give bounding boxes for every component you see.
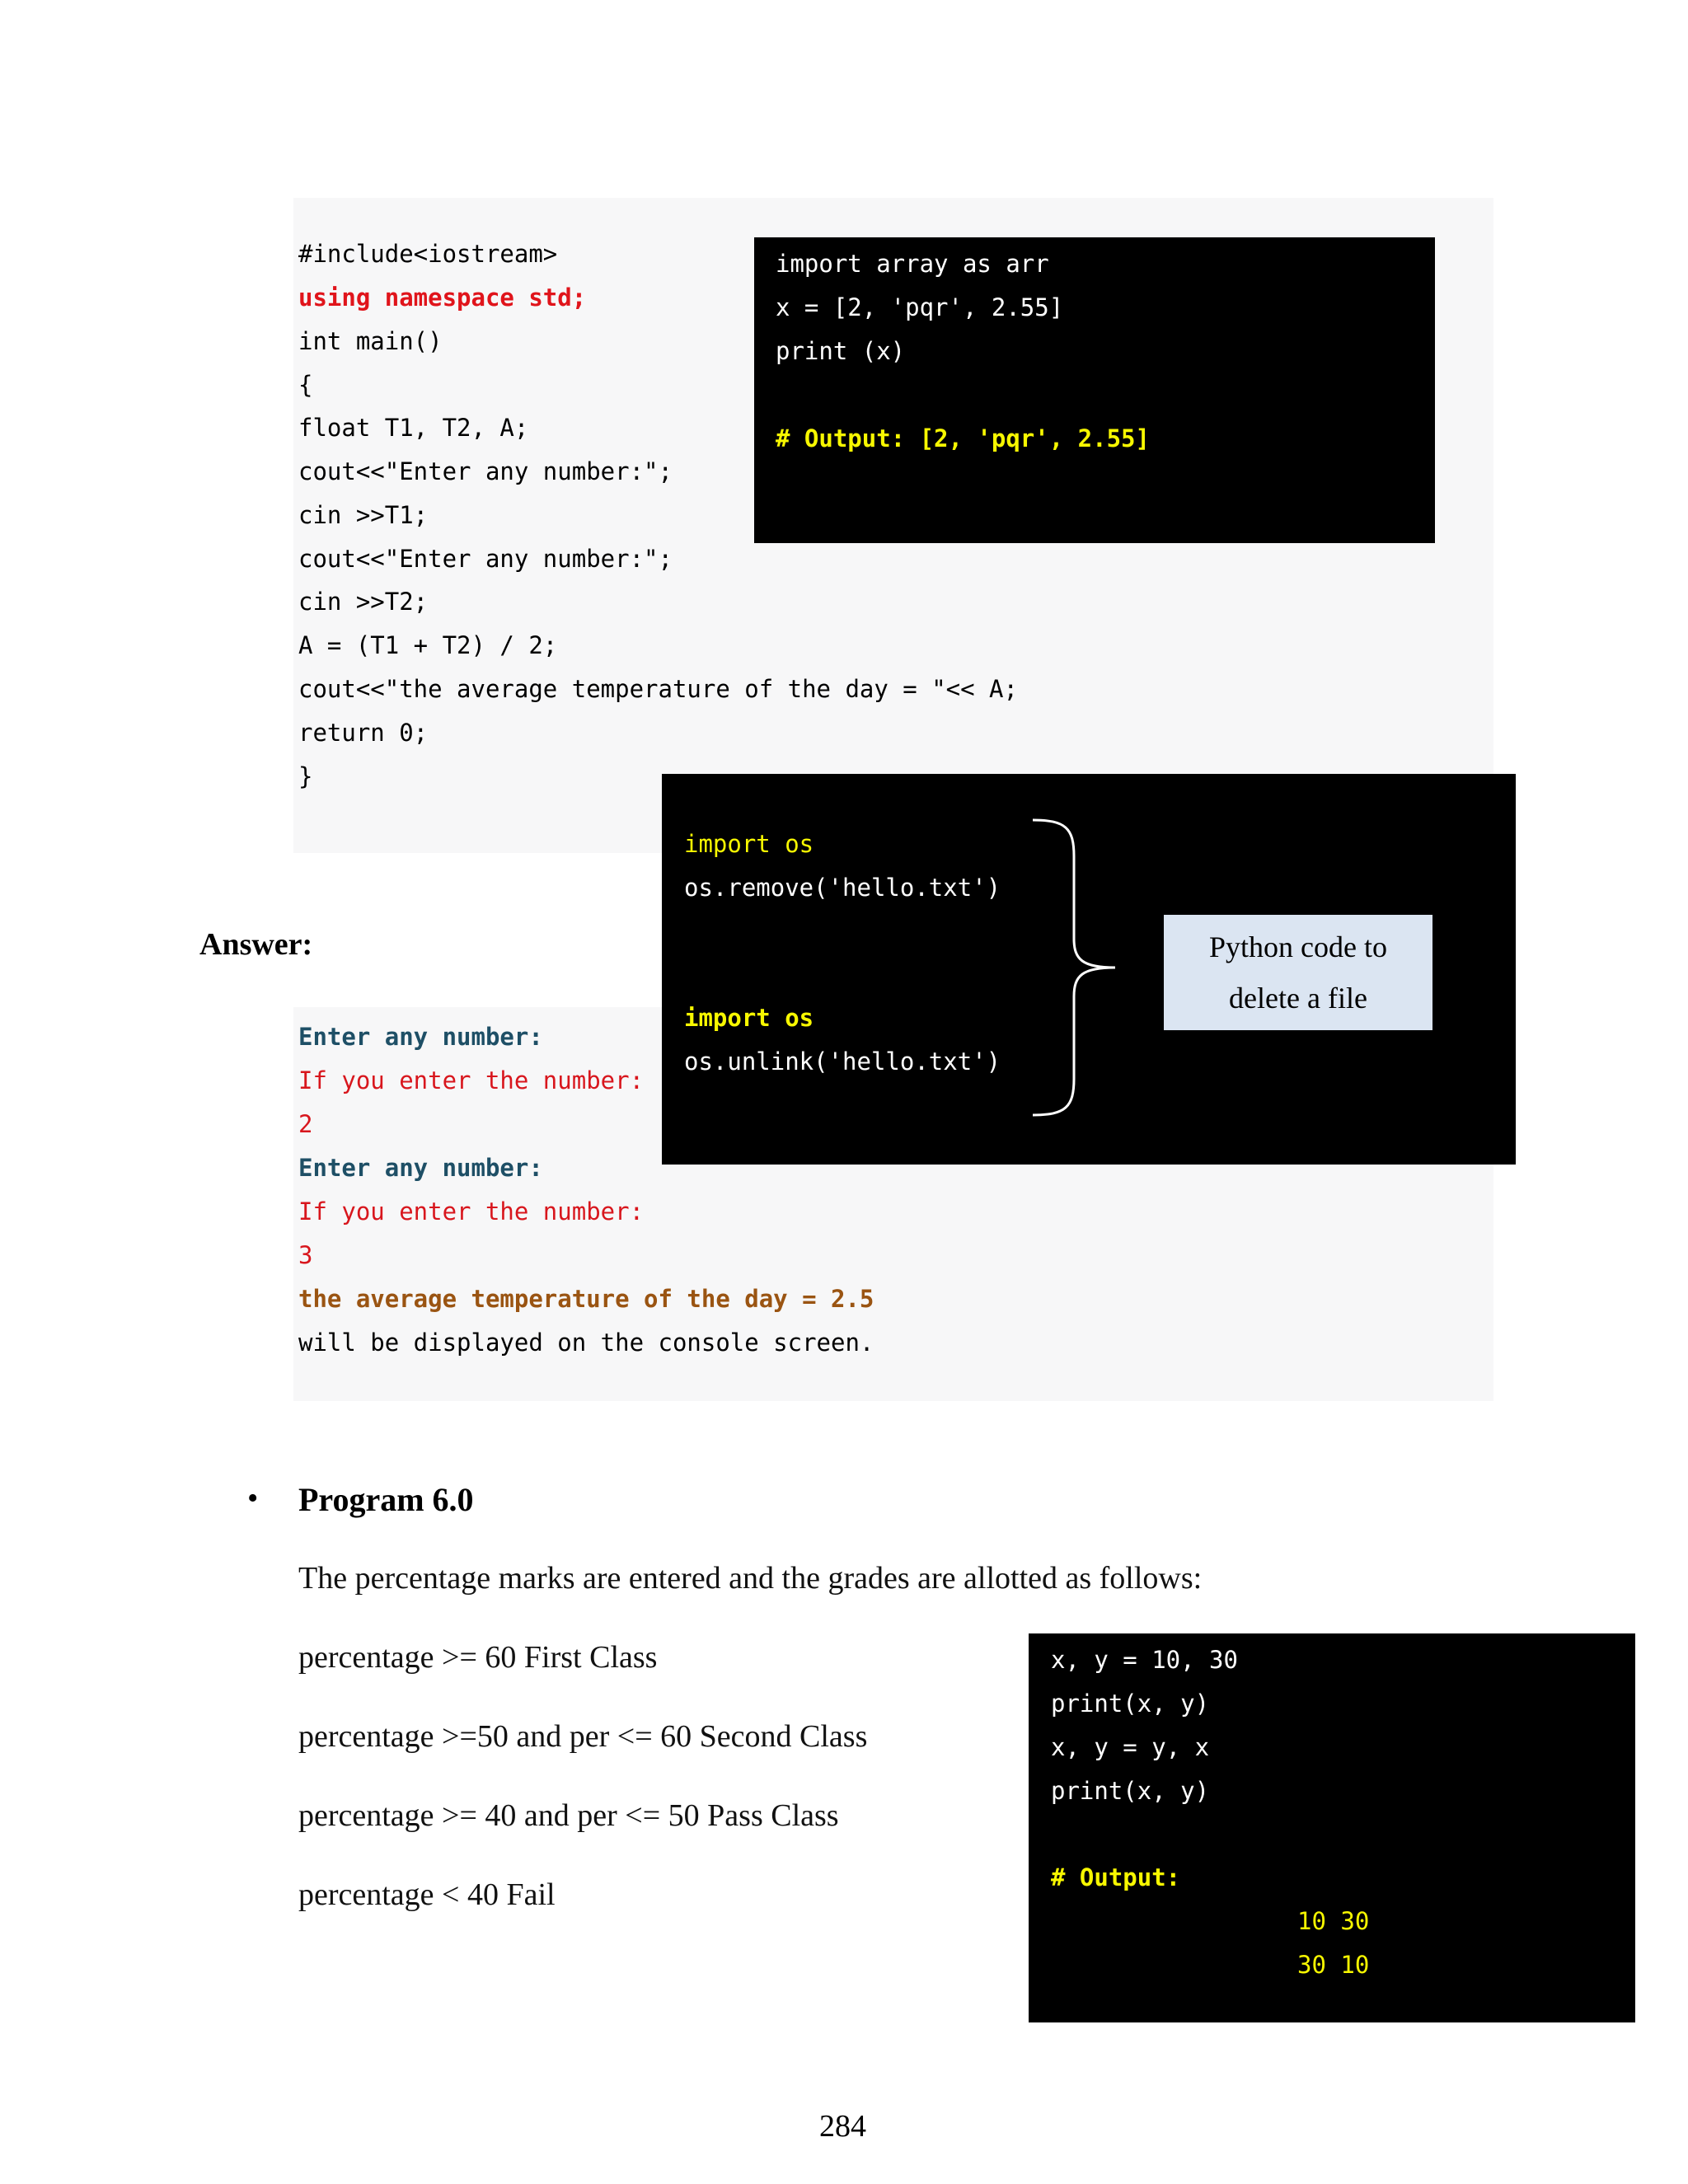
cpp-line: } [298, 762, 313, 790]
python-line: x = [2, 'pqr', 2.55] [776, 293, 1064, 321]
cpp-line: #include<iostream> [298, 240, 558, 268]
answer-line: the average temperature of the day = 2.5 [298, 1285, 874, 1313]
python-line: os.unlink('hello.txt') [684, 1047, 1001, 1076]
cpp-line: cin >>T2; [298, 588, 429, 616]
python-output-comment: # Output: [1051, 1863, 1181, 1891]
label-line: delete a file [1229, 982, 1367, 1015]
cpp-line: A = (T1 + T2) / 2; [298, 631, 558, 659]
python-line: os.remove('hello.txt') [684, 874, 1001, 902]
python-line: import os [684, 830, 814, 858]
python-line: x, y = 10, 30 [1051, 1646, 1238, 1674]
cpp-line: cin >>T1; [298, 501, 429, 529]
python-array-code-box [754, 237, 1435, 543]
cpp-line: float T1, T2, A; [298, 414, 529, 442]
page-number: 284 [819, 2109, 866, 2144]
cpp-line: { [298, 371, 313, 399]
cpp-line: return 0; [298, 719, 429, 747]
program-title: Program 6.0 [298, 1481, 474, 1518]
python-swap-code-box [1029, 1633, 1635, 2022]
python-line: import os [684, 1004, 814, 1032]
grade-rule: percentage >=50 and per <= 60 Second Class [298, 1719, 868, 1754]
grade-rule: percentage < 40 Fail [298, 1877, 556, 1912]
answer-line: Enter any number: [298, 1023, 543, 1051]
answer-line: will be displayed on the console screen. [298, 1329, 874, 1357]
grade-rule: percentage >= 40 and per <= 50 Pass Class [298, 1798, 839, 1833]
cpp-line: using namespace std; [298, 284, 587, 312]
cpp-line: cout<<"Enter any number:"; [298, 545, 673, 573]
python-line: print(x, y) [1051, 1777, 1210, 1805]
grade-rule: percentage >= 60 First Class [298, 1640, 658, 1675]
python-output-line: 10 30 [1297, 1907, 1370, 1935]
answer-line: 3 [298, 1241, 313, 1269]
bullet-icon: • [247, 1481, 259, 1516]
answer-line: If you enter the number: [298, 1066, 645, 1094]
answer-line: 2 [298, 1110, 313, 1138]
python-output-line: 30 10 [1297, 1951, 1370, 1979]
python-line: print(x, y) [1051, 1690, 1210, 1718]
answer-line: If you enter the number: [298, 1197, 645, 1226]
cpp-line: cout<<"Enter any number:"; [298, 457, 673, 485]
label-line: Python code to [1209, 930, 1387, 963]
answer-line: Enter any number: [298, 1154, 543, 1182]
cpp-line: int main() [298, 327, 443, 355]
python-output-comment: # Output: [2, 'pqr', 2.55] [776, 424, 1150, 452]
python-line: import array as arr [776, 250, 1049, 278]
curly-brace-icon [1025, 815, 1140, 1128]
python-line: print (x) [776, 337, 906, 365]
answer-heading: Answer: [199, 927, 313, 962]
program-intro: The percentage marks are entered and the grades are allotted as follows: [298, 1561, 1203, 1596]
python-code-label [1164, 915, 1432, 1030]
python-line: x, y = y, x [1051, 1733, 1210, 1761]
cpp-line: cout<<"the average temperature of the day = "<< A; [298, 675, 1018, 703]
